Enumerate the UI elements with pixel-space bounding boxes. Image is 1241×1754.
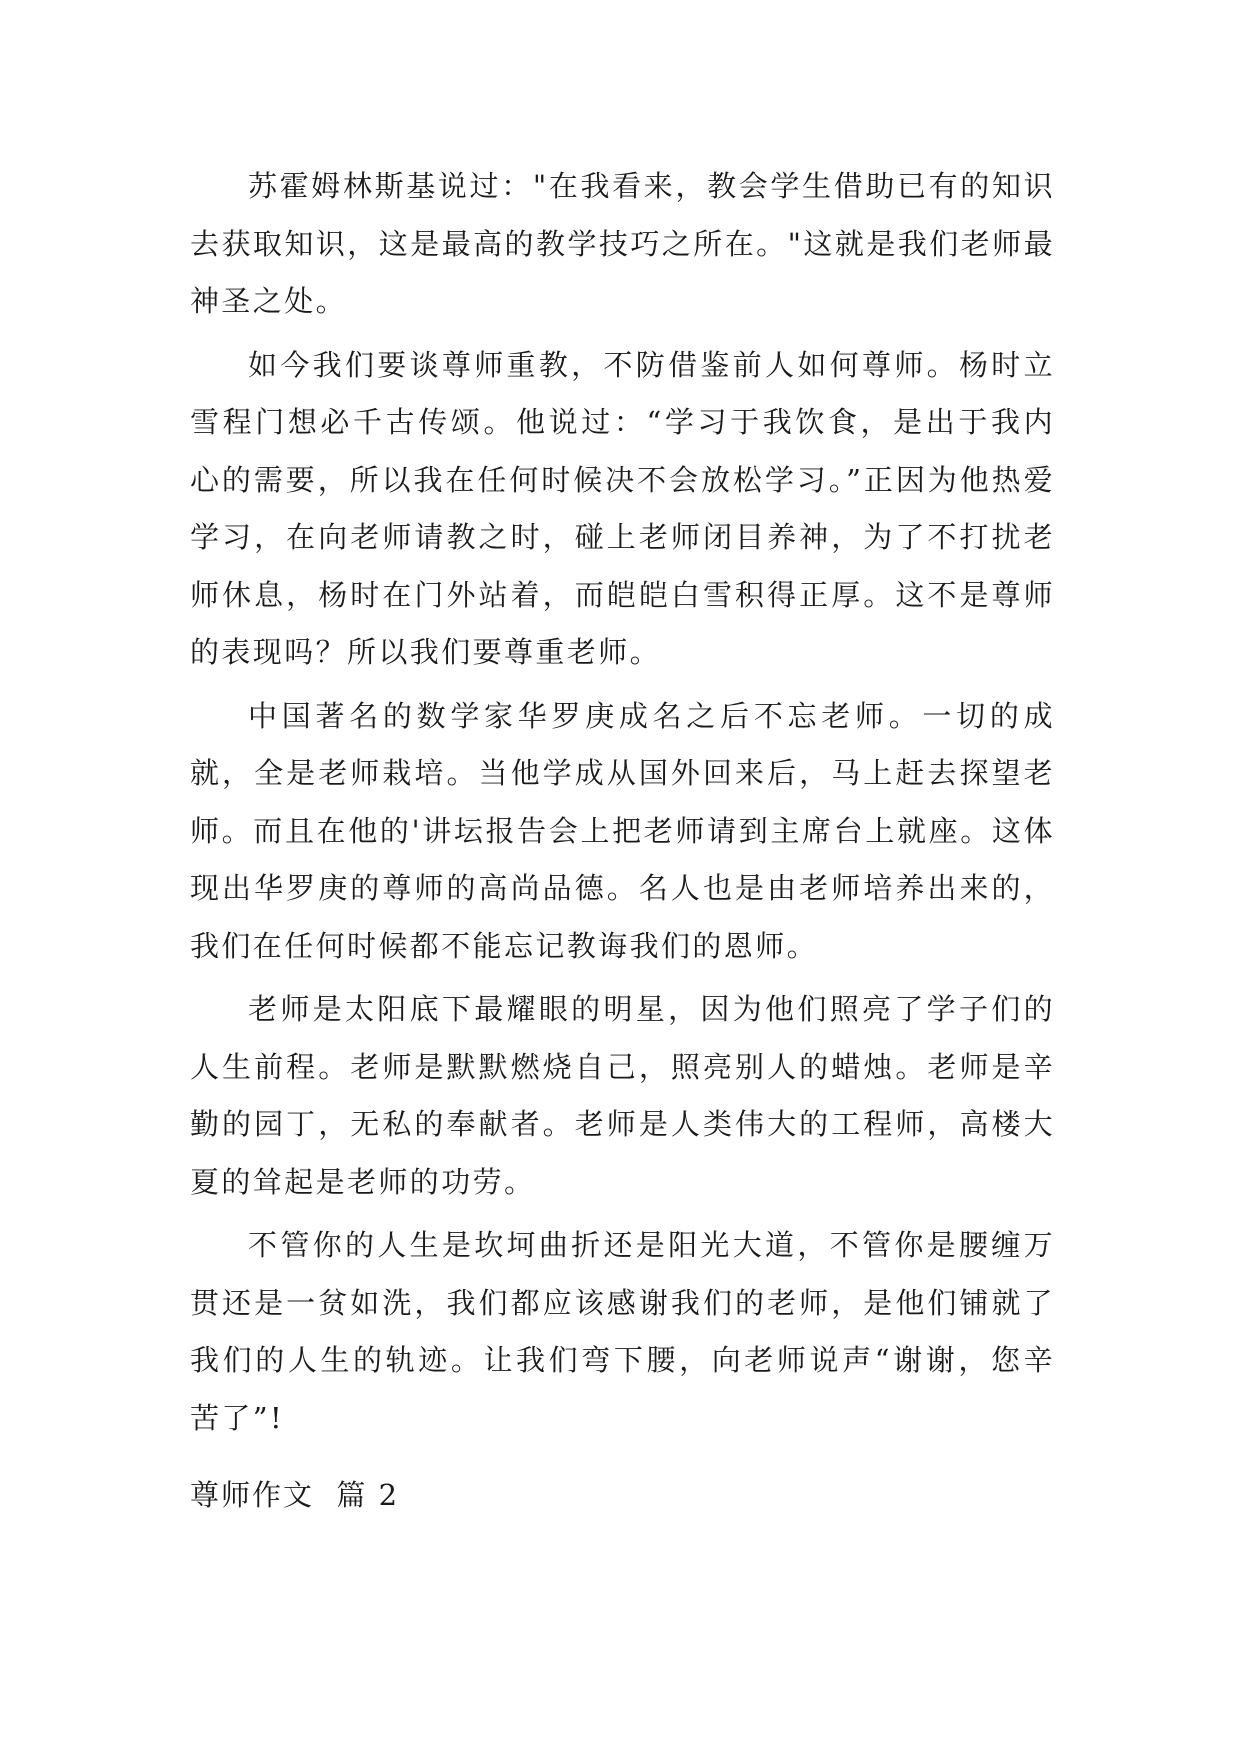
paragraph-4: 老师是太阳底下最耀眼的明星，因为他们照亮了学子们的人生前程。老师是默默燃烧自己，照亮别人的蜡烛。老师是辛勤的园丁，无私的奉献者。老师是人类伟大的工程师，高楼大夏的耸起是老师的功劳。 (190, 992, 1055, 1199)
paragraph-3: 中国著名的数学家华罗庚成名之后不忘老师。一切的成就，全是老师栽培。当他学成从国外回来后，马上赶去探望老师。而且在他的'讲坛报告会上把老师请到主席台上就座。这体现出华罗庚的尊师的高尚品德。名人也是由老师培养出来的，我们在任何时候都不能忘记教诲我们的恩师。 (190, 698, 1055, 963)
essay-body (190, 158, 1055, 1453)
paragraph-2: 如今我们要谈尊师重教，不防借鉴前人如何尊师。杨时立雪程门想必千古传颂。他说过：“学习于我饮食，是出于我内心的需要，所以我在任何时候决不会放松学习。”正因为他热爱学习，在向老师请教之时，碰上老师闭目养神，为了不打扰老师休息，杨时在门外站着，而皑皑白雪积得正厚。这不是尊师的表现吗？所以我们要尊重老师。 (190, 347, 1055, 669)
section-title: 尊师作文 篇 2 (190, 1478, 400, 1512)
paragraph-5: 不管你的人生是坎坷曲折还是阳光大道，不管你是腰缠万贯还是一贫如洗，我们都应该感谢我们的老师，是他们铺就了我们的人生的轨迹。让我们弯下腰，向老师说声“谢谢，您辛苦了”! (190, 1228, 1055, 1435)
paragraph-1: 苏霍姆林斯基说过："在我看来，教会学生借助已有的知识去获取知识，这是最高的教学技巧之所在。"这就是我们老师最神圣之处。 (190, 169, 1055, 318)
